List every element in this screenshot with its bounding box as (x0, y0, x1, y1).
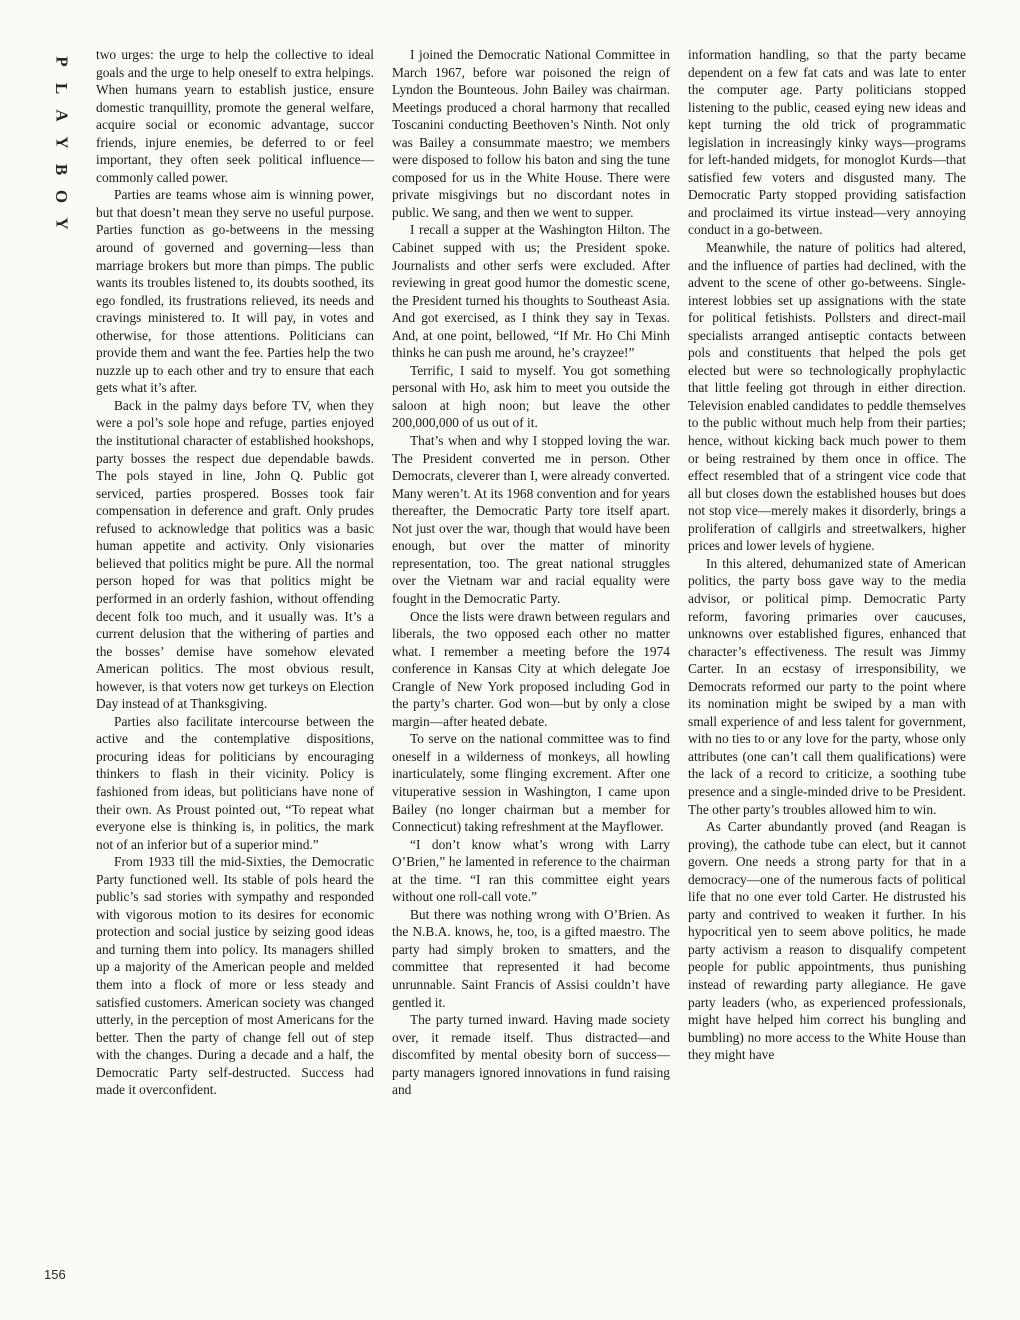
masthead-letter: B (52, 163, 72, 176)
paragraph: Meanwhile, the nature of politics had altered, and the influence of parties had declined, with the advent to the scene of other go-betweens. Single-interest lobbies set up assignations with the state for political fetishists. Pollsters and direct-mail specialists arranged antiseptic contacts between pols and constituents that helped the pols get elected but were so technologically prophylactic that little feeling got through in either direction. Television enabled candidates to peddle themselves to the public without much help from their parties; hence, without kicking back much power to them or being restrained by them once in office. The effect resembled that of a stringent vice code that all but closes down the established houses but does not stop vice—merely makes it disorderly, brings a proliferation of callgirls and streetwalkers, higher prices and lower levels of hygiene. (688, 240, 966, 554)
page-number: 156 (44, 1267, 66, 1282)
paragraph: To serve on the national committee was to find oneself in a wilderness of monkeys, all howling inarticulately, some flinging excrement. After one vituperative session in Washington, I came upon Bailey (no longer chairman but a member for Connecticut) taking refreshment at the Mayflower. (392, 731, 670, 835)
masthead-playboy (44, 48, 80, 237)
masthead-letter: Y (52, 217, 72, 230)
column-2 (392, 46, 670, 1099)
masthead-letter: O (52, 189, 72, 204)
paragraph: Back in the palmy days before TV, when they were a pol’s sole hope and refuge, parties enjoyed the institutional character of established hookshops, party bosses the respect due dependable bawds. The pols stayed in line, John Q. Public got serviced, parties prospered. Bosses took fair compensation in deference and graft. Only prudes refused to acknowledge that politics was a basic human appetite and activity. Only visionaries believed that politics might be pure. All the normal person hoped for was that politics might be performed in an orderly fashion, without offending decent folk too much, and it usually was. It’s a current delusion that the withering of parties and the bosses’ demise have somehow elevated American politics. The most obvious result, however, is that voters now get turkeys on Election Day instead of at Thanksgiving. (96, 397, 374, 712)
paragraph: “I don’t know what’s wrong with Larry O’Brien,” he lamented in reference to the chairman at the time. “I ran this committee eight years without one roll-call vote.” (392, 836, 670, 905)
paragraph: Parties are teams whose aim is winning power, but that doesn’t mean they serve no useful purpose. Parties function as go-betweens in the messing around of governed and governing—less than marriage brokers but more than pimps. The public wants its troubles listened to, its doubts soothed, its ego fondled, its frustrations relieved, its needs and cravings ministered to. It will pay, in votes and otherwise, for those attentions. Politicians can provide them and want the fee. Parties help the two nuzzle up to each other and try to ensure that each gets what it’s after. (96, 187, 374, 396)
masthead-letter: P (52, 56, 72, 67)
masthead-letter: A (52, 109, 72, 122)
column-3 (688, 46, 966, 1064)
paragraph: Parties also facilitate intercourse between the active and the contemplative dispositions, procuring ideas for politicians by encouraging thinkers to flash in their vicinity. Policy is fashioned from ideas, but politicians have none of their own. As Proust pointed out, “To repeat what everyone else is thinking is, in politics, the mark not of an inferior but of a superior mind.” (96, 713, 374, 852)
masthead-letter: Y (52, 136, 72, 149)
paragraph: information handling, so that the party became dependent on a few fat cats and was late to enter the computer age. Party politicians stopped listening to the public, ceased eying new ideas and kept turning the old trick of programmatic legislation in increasingly kinky ways—programs for left-handed midgets, for monoglot Kurds—that satisfied few voters and disgusted many. The Democratic Party stopped providing satisfaction and proclaimed its virtue instead—very annoying conduct in a go-between. (688, 47, 966, 238)
paragraph: two urges: the urge to help the collective to ideal goals and the urge to help oneself to extra helpings. When humans yearn to establish justice, ensure domestic tranquillity, promote the general welfare, acquire social or economic advantage, succor friends, injure enemies, be deferred to or feel important, they often seek political influence—commonly called power. (96, 47, 374, 185)
paragraph: As Carter abundantly proved (and Reagan is proving), the cathode tube can elect, but it cannot govern. One needs a strong party for that in a democracy—one of the numerous facts of political life that no one ever told Carter. He distrusted his party and contrived to weaken it further. In his hypocritical yen to seem above politics, he made party activism a reason to disqualify competent people for public appointments, thus punishing instead of rewarding party allegiance. He gave party leaders (who, as experienced professionals, might have helped him correct his bungling and bumbling) no more access to the White House than they might have (688, 819, 966, 1063)
paragraph: From 1933 till the mid-Sixties, the Democratic Party functioned well. Its stable of pols heard the public’s sad stories with sympathy and responded with vigorous motion to its desires for economic protection and social justice by seizing good ideas and turning them into policy. Its managers shilled up a majority of the American people and melded them into a flock of more or less steady and satisfied customers. American society was changed utterly, in the perception of most Americans for the better. Then the party of change fell out of step with the changes. During a decade and a half, the Democratic Party self-destructed. Success had made it overconfident. (96, 854, 374, 1098)
paragraph: Once the lists were drawn between regulars and liberals, the two opposed each other no matter what. I remember a meeting before the 1974 conference in Kansas City at which delegate Joe Crangle of New York proposed including God in the party’s charter. God won—but by only a close margin—after heated debate. (392, 608, 670, 729)
masthead-letter: L (52, 82, 72, 95)
paragraph: I joined the Democratic National Committee in March 1967, before war poisoned the reign of Lyndon the Bounteous. John Bailey was chairman. Meetings produced a choral harmony that recalled Toscanini conducting Beethoven’s Ninth. Not only was Bailey a consummate maestro; we members were disposed to follow his baton and sing the tune composed for us in the White House. There were private misgivings but no discordant notes in public. We sang, and then we went to supper. (392, 47, 670, 220)
paragraph: I recall a supper at the Washington Hilton. The Cabinet supped with us; the President spoke. Journalists and other serfs were excluded. After reviewing in great good humor the domestic scene, the President turned his thoughts to Southeast Asia. And got exercised, as I think they say in Texas. And, at one point, bellowed, “If Mr. Ho Chi Minh thinks he can push me around, he’s crayzee!” (392, 222, 670, 361)
paragraph: The party turned inward. Having made society over, it remade itself. Thus distracted—and discomfited by mental obesity born of success—party managers ignored innovations in fund raising and (392, 1012, 670, 1098)
paragraph: Terrific, I said to myself. You got something personal with Ho, ask him to meet you outside the saloon at high noon; but leave the other 200,000,000 of us out of it. (392, 362, 670, 431)
column-1 (96, 46, 374, 1099)
paragraph: In this altered, dehumanized state of American politics, the party boss gave way to the media advisor, or political pimp. Democratic Party reform, favoring primaries over caucuses, unknowns over established figures, enhanced that character’s effectiveness. The result was Jimmy Carter. In an ecstasy of irresponsibility, we Democrats reformed our party to the point where its nomination might be swiped by a man with small experience of and less talent for government, with no ties to or any love for the party, whose only attributes (one can’t call them qualifications) were the lack of a record to criticize, a soothing tube presence and a single-minded drive to be President. The other party’s troubles allowed him to win. (688, 555, 966, 817)
paragraph: But there was nothing wrong with O’Brien. As the N.B.A. knows, he, too, is a gifted maestro. The party had simply broken to smatters, and the committee that represented it had become unrunnable. Saint Francis of Assisi couldn’t have gentled it. (392, 906, 670, 1010)
paragraph: That’s when and why I stopped loving the war. The President converted me in person. Other Democrats, cleverer than I, were already converted. Many weren’t. At its 1968 convention and for years thereafter, the Democratic Party tore itself apart. Not just over the war, though that would have been enough, but over the matter of minority representation, too. The great national struggles over the Vietnam war and racial equality were fought in the Democratic Party. (392, 433, 670, 606)
